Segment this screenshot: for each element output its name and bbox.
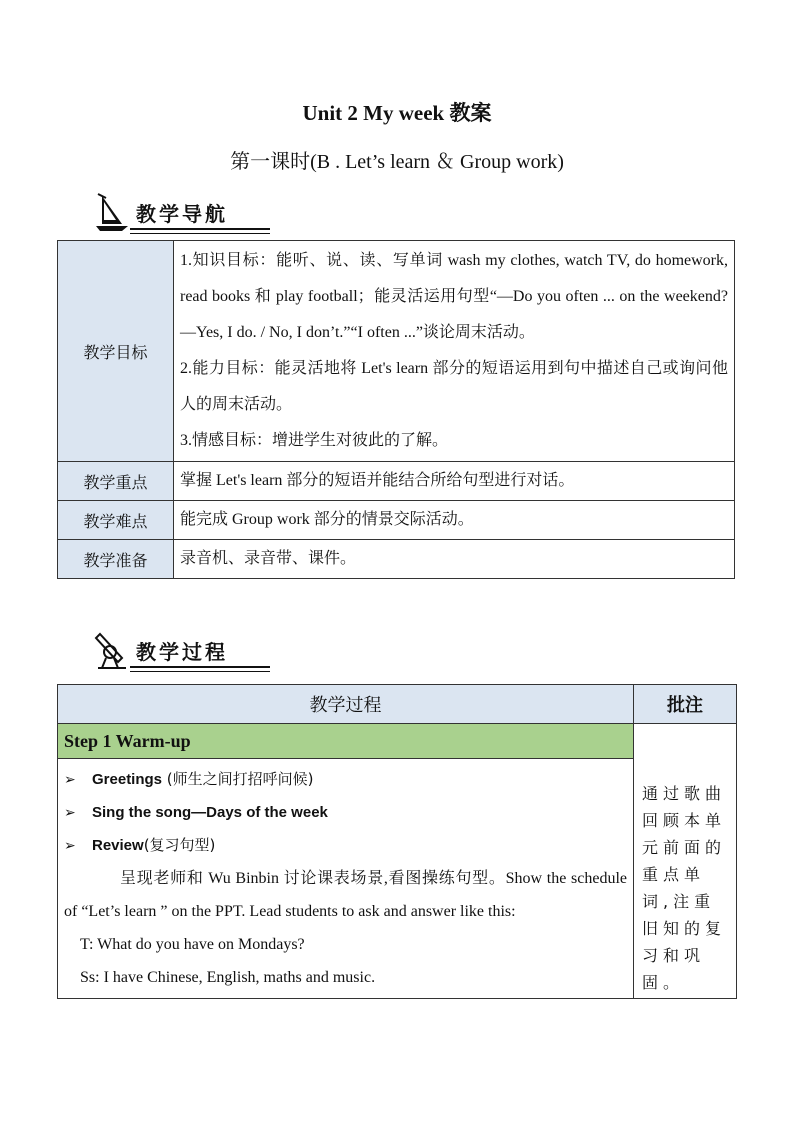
section-banner-nav <box>92 190 282 234</box>
process-table <box>57 684 737 999</box>
section-title-process: 教学过程 <box>136 640 228 664</box>
preparation-label: 教学准备 <box>58 540 174 579</box>
objectives-content <box>174 241 735 462</box>
list-item <box>64 829 627 862</box>
list-item <box>64 796 627 829</box>
step-body <box>58 759 634 999</box>
section-title-nav: 教学导航 <box>136 202 228 226</box>
table-header-row <box>58 685 737 724</box>
table-row <box>58 462 735 501</box>
review-paragraph: 呈现老师和 Wu Binbin 讨论课表场景,看图操练句型。Show the schedule of “Let’s learn ” on the PPT. Lead students to ask and answer like this: <box>64 870 627 920</box>
table-row <box>58 241 735 462</box>
banner-underline <box>130 228 270 230</box>
table-row <box>58 501 735 540</box>
preparation-content: 录音机、录音带、课件。 <box>174 540 735 579</box>
page-subtitle: 第一课时(B . Let’s learn ＆ Group work) <box>230 151 564 173</box>
difficulty-content: 能完成 Group work 部分的情景交际活动。 <box>174 501 735 540</box>
arrow-bullet-icon: ➢ <box>64 771 76 787</box>
list-item <box>64 763 627 796</box>
sailboat-icon <box>92 190 132 234</box>
process-column-header: 教学过程 <box>58 685 634 724</box>
table-row <box>58 724 737 759</box>
page-title: Unit 2 My week 教案 <box>302 101 492 125</box>
key-points-content: 掌握 Let's learn 部分的短语并能结合所给句型进行对话。 <box>174 462 735 501</box>
section-banner-process <box>92 628 282 672</box>
pencil-figure-icon <box>92 628 132 672</box>
objectives-label: 教学目标 <box>58 241 174 462</box>
goals-table <box>57 240 735 579</box>
banner-underline <box>130 666 270 668</box>
banner-underline-thin <box>130 233 270 234</box>
step-title: Step 1 Warm-up <box>58 724 634 759</box>
bullet-note: (师生之间打招呼问候) <box>162 770 314 788</box>
notes-column-header: 批注 <box>634 685 737 724</box>
key-points-label: 教学重点 <box>58 462 174 501</box>
objective-line-1: 1.知识目标：能听、说、读、写单词 wash my clothes, watch TV, do homework, read books 和 play football；能灵活运用句型“—Do you often ... on the weekend? —Yes, I do. / No, I don’t.”“I often ...”谈论周末活动。 <box>180 252 728 341</box>
difficulty-label: 教学难点 <box>58 501 174 540</box>
dialog-line-students: Ss: I have Chinese, English, maths and music. <box>80 969 376 986</box>
objective-line-2: 2.能力目标：能灵活地将 Let's learn 部分的短语运用到句中描述自己或询问他人的周末活动。 <box>180 360 728 413</box>
bullet-note: (复习句型) <box>143 836 216 854</box>
bullet-bold-text: Greetings <box>92 771 163 788</box>
table-row <box>58 540 735 579</box>
arrow-bullet-icon: ➢ <box>64 804 76 820</box>
bullet-bold-text: Review <box>92 837 144 854</box>
dialog-line-teacher: T: What do you have on Mondays? <box>80 936 305 953</box>
arrow-bullet-icon: ➢ <box>64 837 76 853</box>
objective-line-3: 3.情感目标：增进学生对彼此的了解。 <box>180 432 449 449</box>
banner-underline-thin <box>130 671 270 672</box>
bullet-bold-text: Sing the song—Days of the week <box>92 804 328 821</box>
notes-content: 通过歌曲回顾本单元前面的重点单词,注重旧知的复习和巩固。 <box>634 724 737 999</box>
